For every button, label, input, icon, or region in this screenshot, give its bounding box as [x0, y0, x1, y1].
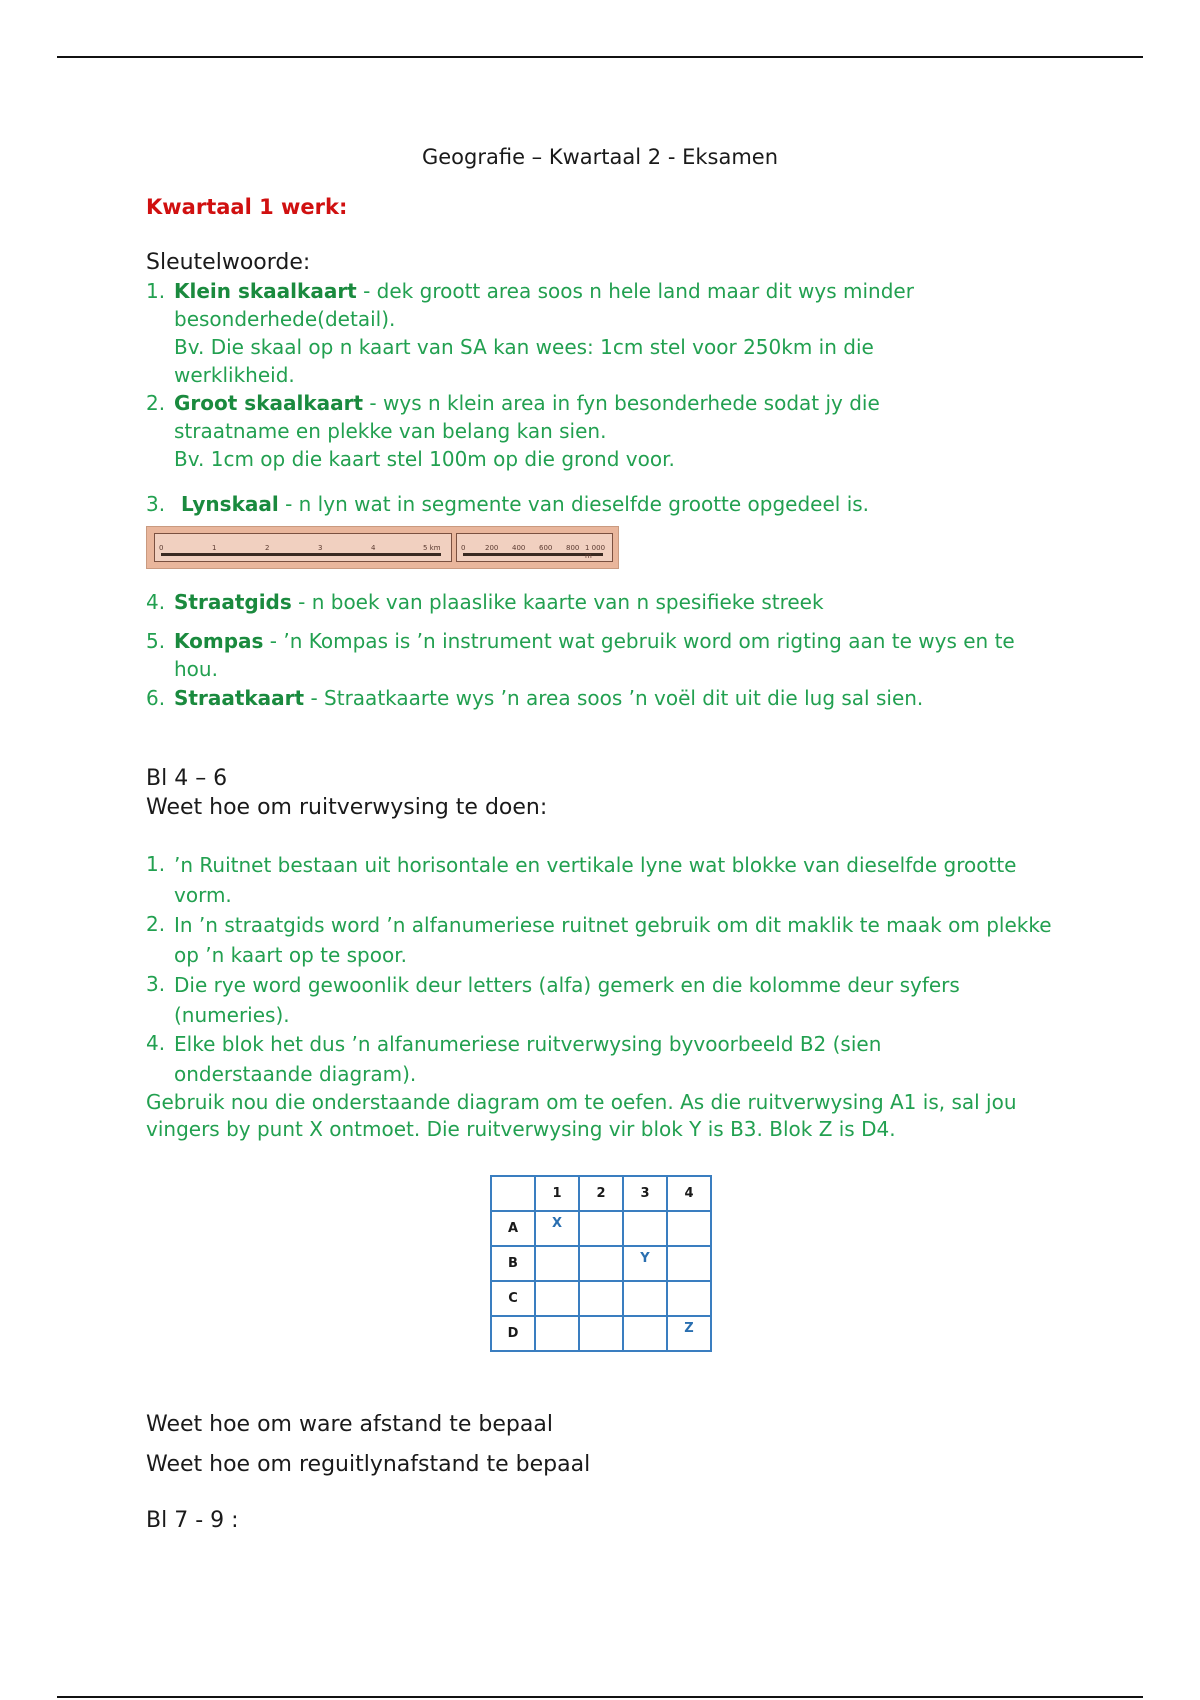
scale-tick: 3	[318, 544, 323, 552]
grid-row-header: A	[491, 1211, 535, 1246]
m-scale-segment	[456, 533, 613, 562]
keyword-definition: - Straatkaarte wys ’n area soos ’n voël dit uit die lug sal sien.	[304, 686, 924, 710]
grid-column-header: 1	[535, 1176, 579, 1211]
scale-tick: 5 km	[423, 544, 441, 552]
alphanumeric-grid	[490, 1175, 712, 1352]
scale-tick: 1	[212, 544, 217, 552]
keyword-term: Kompas	[174, 629, 264, 653]
grid-row-header: B	[491, 1246, 535, 1281]
grid-cell	[623, 1211, 667, 1246]
keyword-definition: - ’n Kompas is ’n instrument wat gebruik word om rigting aan te wys en te hou.	[174, 629, 1015, 681]
keyword-term: Straatkaart	[174, 686, 305, 710]
keywords-label: Sleutelwoorde:	[146, 250, 311, 275]
grid-cell: Y	[623, 1246, 667, 1281]
keyword-number: 6.	[146, 686, 166, 710]
practice-paragraph: Gebruik nou die onderstaande diagram om te oefen. As die ruitverwysing A1 is, sal jou vingers by punt X ontmoet. Die ruitverwysing vir blok Y is B3. Blok Z is D4.	[146, 1090, 1017, 1141]
keyword-definition: - dek groott area soos n hele land maar dit wys minder besonderhede(detail).	[174, 279, 914, 331]
point-number: 1.	[146, 852, 166, 876]
grid-row-header: C	[491, 1281, 535, 1316]
point-text: ’n Ruitnet bestaan uit horisontale en vertikale lyne wat blokke van dieselfde grootte vorm.	[174, 853, 1017, 907]
section-heading-kwartaal1: Kwartaal 1 werk:	[146, 195, 348, 219]
point-number: 4.	[146, 1031, 166, 1055]
grid-row	[491, 1316, 711, 1351]
point-text: In ’n straatgids word ’n alfanumeriese ruitnet gebruik om dit maklik te maak om plekke op ’n kaart op te spoor.	[174, 913, 1052, 967]
keyword-definition: - n boek van plaaslike kaarte van n spesifieke streek	[291, 590, 824, 614]
grid-column-header: 3	[623, 1176, 667, 1211]
scale-tick: 200	[485, 544, 499, 552]
section-label-bl4-6: Bl 4 – 6	[146, 766, 228, 791]
scale-tick: 400	[512, 544, 526, 552]
keyword-definition: - wys n klein area in fyn besonderhede sodat jy die straatname en plekke van belang kan sien.	[174, 391, 880, 443]
straight-distance-line: Weet hoe om reguitlynafstand te bepaal	[146, 1452, 591, 1477]
grid-cell	[667, 1246, 711, 1281]
grid-row	[491, 1211, 711, 1246]
keyword-term: Straatgids	[174, 590, 292, 614]
scale-tick: 0	[159, 544, 164, 552]
section-label-bl7-9: Bl 7 - 9 :	[146, 1508, 239, 1533]
grid-row	[491, 1246, 711, 1281]
grid-cell	[579, 1281, 623, 1316]
scale-tick: 800	[566, 544, 580, 552]
point-text: Die rye word gewoonlik deur letters (alfa) gemerk en die kolomme deur syfers (numeries).	[174, 973, 960, 1027]
keyword-term: Groot skaalkaart	[174, 391, 364, 415]
keyword-number: 5.	[146, 629, 166, 653]
grid-cell	[623, 1316, 667, 1351]
point-number: 3.	[146, 972, 166, 996]
scale-tick: 4	[371, 544, 376, 552]
grid-cell	[579, 1246, 623, 1281]
keyword-example: Bv. 1cm op die kaart stel 100m op die grond voor.	[174, 447, 675, 471]
point-number: 2.	[146, 912, 166, 936]
scale-tick: 600	[539, 544, 553, 552]
point-text: Elke blok het dus ’n alfanumeriese ruitverwysing byvoorbeeld B2 (sien onderstaande diagram).	[174, 1032, 882, 1086]
keyword-number: 3.	[146, 492, 166, 516]
scale-tick: 0	[461, 544, 466, 552]
km-scale-line	[161, 553, 441, 556]
grid-row	[491, 1281, 711, 1316]
grid-header-row	[491, 1176, 711, 1211]
page-title: Geografie – Kwartaal 2 - Eksamen	[421, 145, 778, 169]
grid-cell	[535, 1246, 579, 1281]
grid-cell	[579, 1211, 623, 1246]
section-heading-ruitverwysing: Weet hoe om ruitverwysing te doen:	[146, 795, 548, 820]
grid-cell	[579, 1316, 623, 1351]
keyword-number: 2.	[146, 391, 166, 415]
keyword-definition: - n lyn wat in segmente van dieselfde grootte opgedeel is.	[278, 492, 870, 516]
grid-column-header: 4	[667, 1176, 711, 1211]
keyword-term: Lynskaal	[181, 492, 279, 516]
grid-column-header: 2	[579, 1176, 623, 1211]
km-scale-segment	[154, 533, 452, 562]
keyword-term: Klein skaalkaart	[174, 279, 357, 303]
grid-cell	[667, 1281, 711, 1316]
grid-cell: X	[535, 1211, 579, 1246]
grid-cell	[667, 1211, 711, 1246]
keyword-number: 4.	[146, 590, 166, 614]
top-rule	[57, 56, 1143, 58]
scale-tick: 1 000 m	[585, 544, 606, 560]
keyword-number: 1.	[146, 279, 166, 303]
grid-row-header: D	[491, 1316, 535, 1351]
grid-cell	[535, 1281, 579, 1316]
grid-corner-cell	[491, 1176, 535, 1211]
line-scale-image	[146, 526, 619, 569]
grid-cell: Z	[667, 1316, 711, 1351]
scale-tick: 2	[265, 544, 270, 552]
grid-cell	[623, 1281, 667, 1316]
m-scale-line	[463, 553, 603, 556]
bottom-rule	[57, 1696, 1143, 1698]
keyword-example: Bv. Die skaal op n kaart van SA kan wees: 1cm stel voor 250km in die werklikheid.	[174, 335, 874, 387]
true-distance-line: Weet hoe om ware afstand te bepaal	[146, 1412, 553, 1437]
grid-cell	[535, 1316, 579, 1351]
